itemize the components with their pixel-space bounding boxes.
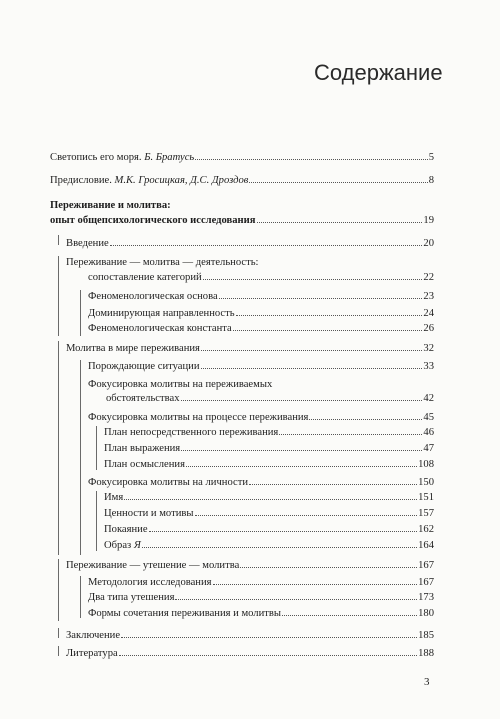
toc-entry-text: обстоятельствах xyxy=(106,393,180,404)
leader-dots xyxy=(213,575,418,585)
toc-page-number: 47 xyxy=(423,443,434,454)
toc-level-rule xyxy=(58,628,59,638)
toc-entry xyxy=(104,490,434,504)
toc-entry-text: Заключение xyxy=(66,630,121,641)
leader-dots xyxy=(249,173,427,183)
toc-entry-text: Образ Я xyxy=(104,540,141,551)
toc-entry-text: Покаяние xyxy=(104,524,148,535)
toc-entry xyxy=(50,150,434,164)
toc-entry-text: сопоставление категорий xyxy=(88,272,202,283)
toc-entry-text: Фокусировка молитвы на личности xyxy=(88,477,249,488)
toc-entry xyxy=(88,359,434,373)
leader-dots xyxy=(110,236,423,246)
toc-entry xyxy=(50,173,434,187)
toc-entry-text: Предисловие. М.К. Гросицкая, Д.С. Дроздов xyxy=(50,175,249,186)
leader-dots xyxy=(203,270,423,280)
toc-entry xyxy=(66,628,434,642)
toc-page-number: 167 xyxy=(418,577,434,588)
toc-page-number: 23 xyxy=(423,291,434,302)
toc-entry xyxy=(66,256,434,270)
leader-dots xyxy=(257,213,423,223)
toc-level-rule xyxy=(96,491,97,551)
toc-level-rule xyxy=(80,290,81,336)
page-title: Содержание xyxy=(314,60,443,85)
toc-entry xyxy=(88,321,434,335)
toc-page-number: 20 xyxy=(423,238,434,249)
toc-page-number: 157 xyxy=(418,508,434,519)
toc-page-number: 164 xyxy=(418,540,434,551)
toc-page-number: 46 xyxy=(423,427,434,438)
toc-entry xyxy=(66,236,434,250)
leader-dots xyxy=(142,538,417,548)
toc-page-number: 33 xyxy=(423,361,434,372)
toc-entry-text: Порождающие ситуации xyxy=(88,361,200,372)
toc-entry-text: Светопись его моря. Б. Братусь xyxy=(50,152,195,163)
toc-page-number: 188 xyxy=(418,648,434,659)
toc-entry xyxy=(88,410,434,424)
toc-entry-text: Фокусировка молитвы на переживаемых xyxy=(88,379,273,390)
toc-page-number: 24 xyxy=(423,308,434,319)
toc-entry xyxy=(104,522,434,536)
toc-page-number: 151 xyxy=(418,492,434,503)
toc-entry xyxy=(66,558,434,572)
toc-entry-text: Два типа утешения xyxy=(88,592,175,603)
toc-entry-text: Переживание — утешение — молитва xyxy=(66,560,240,571)
toc-entry-text: Феноменологическая константа xyxy=(88,323,232,334)
toc-entry-text: Переживание — молитва — деятельность: xyxy=(66,257,259,268)
toc-entry xyxy=(88,289,434,303)
toc-level-rule xyxy=(58,559,59,621)
toc-page-number: 32 xyxy=(423,343,434,354)
toc-level-rule xyxy=(58,235,59,245)
toc-entry xyxy=(50,213,434,227)
toc-entry-text: Фокусировка молитвы на процессе переживания xyxy=(88,412,309,423)
toc-page-number: 162 xyxy=(418,524,434,535)
toc-entry xyxy=(104,441,434,455)
leader-dots xyxy=(282,606,417,616)
toc-level-rule xyxy=(58,341,59,555)
leader-dots xyxy=(195,506,418,516)
toc-page-number: 19 xyxy=(423,215,434,226)
toc-section-title: Переживание и молитва: xyxy=(50,200,171,211)
toc-entry xyxy=(88,475,434,489)
toc-page-number: 173 xyxy=(418,592,434,603)
toc-entry-text: Литература xyxy=(66,648,118,659)
leader-dots xyxy=(149,522,418,532)
toc-level-rule xyxy=(58,256,59,336)
toc-level-rule xyxy=(96,426,97,470)
leader-dots xyxy=(236,306,423,316)
leader-dots xyxy=(119,646,417,656)
toc-entry-text: Феноменологическая основа xyxy=(88,291,218,302)
toc-entry xyxy=(104,538,434,552)
toc-entry xyxy=(88,575,434,589)
leader-dots xyxy=(240,558,417,568)
leader-dots xyxy=(233,321,423,331)
toc-page-number: 45 xyxy=(423,412,434,423)
toc-entry xyxy=(88,606,434,620)
toc-entry-text: Формы сочетания переживания и молитвы xyxy=(88,608,282,619)
leader-dots xyxy=(186,457,417,467)
toc-entry-text: План осмысления xyxy=(104,459,185,470)
toc-entry-text: Методология исследования xyxy=(88,577,212,588)
leader-dots xyxy=(124,490,417,500)
toc-entry xyxy=(104,425,434,439)
leader-dots xyxy=(279,425,422,435)
toc-level-rule xyxy=(80,576,81,618)
toc-entry-text: Ценности и мотивы xyxy=(104,508,194,519)
toc-entry xyxy=(88,306,434,320)
toc-level-rule xyxy=(80,360,81,555)
toc-entry xyxy=(104,506,434,520)
toc-entry-text: План выражения xyxy=(104,443,181,454)
toc-entry-text: План непосредственного переживания xyxy=(104,427,279,438)
toc-entry xyxy=(66,646,434,660)
leader-dots xyxy=(309,410,422,420)
leader-dots xyxy=(121,628,417,638)
page-number: 3 xyxy=(424,676,430,688)
toc-page-number: 185 xyxy=(418,630,434,641)
leader-dots xyxy=(181,441,422,451)
leader-dots xyxy=(181,391,423,401)
toc-entry xyxy=(88,590,434,604)
toc-page-number: 108 xyxy=(418,459,434,470)
leader-dots xyxy=(201,341,422,351)
toc-entry-text: Имя xyxy=(104,492,124,503)
leader-dots xyxy=(201,359,423,369)
leader-dots xyxy=(175,590,417,600)
toc-entry xyxy=(66,341,434,355)
leader-dots xyxy=(249,475,417,485)
toc-entry xyxy=(106,391,434,405)
leader-dots xyxy=(219,289,423,299)
leader-dots xyxy=(195,150,427,160)
toc-page-number: 8 xyxy=(428,175,434,186)
toc-entry xyxy=(104,457,434,471)
toc-page-number: 180 xyxy=(418,608,434,619)
toc-page-number: 42 xyxy=(423,393,434,404)
toc-page-number: 22 xyxy=(423,272,434,283)
toc-entry xyxy=(88,270,434,284)
toc-level-rule xyxy=(58,646,59,656)
toc-page-number: 26 xyxy=(423,323,434,334)
toc-page-number: 5 xyxy=(428,152,434,163)
toc-entry-text: Доминирующая направленность xyxy=(88,308,235,319)
toc-page-number: 167 xyxy=(418,560,434,571)
toc-entry-text: опыт общепсихологического исследования xyxy=(50,215,256,226)
toc-entry xyxy=(88,378,434,392)
toc-entry-text: Введение xyxy=(66,238,109,249)
toc-page-number: 150 xyxy=(418,477,434,488)
toc-entry-text: Молитва в мире переживания xyxy=(66,343,200,354)
